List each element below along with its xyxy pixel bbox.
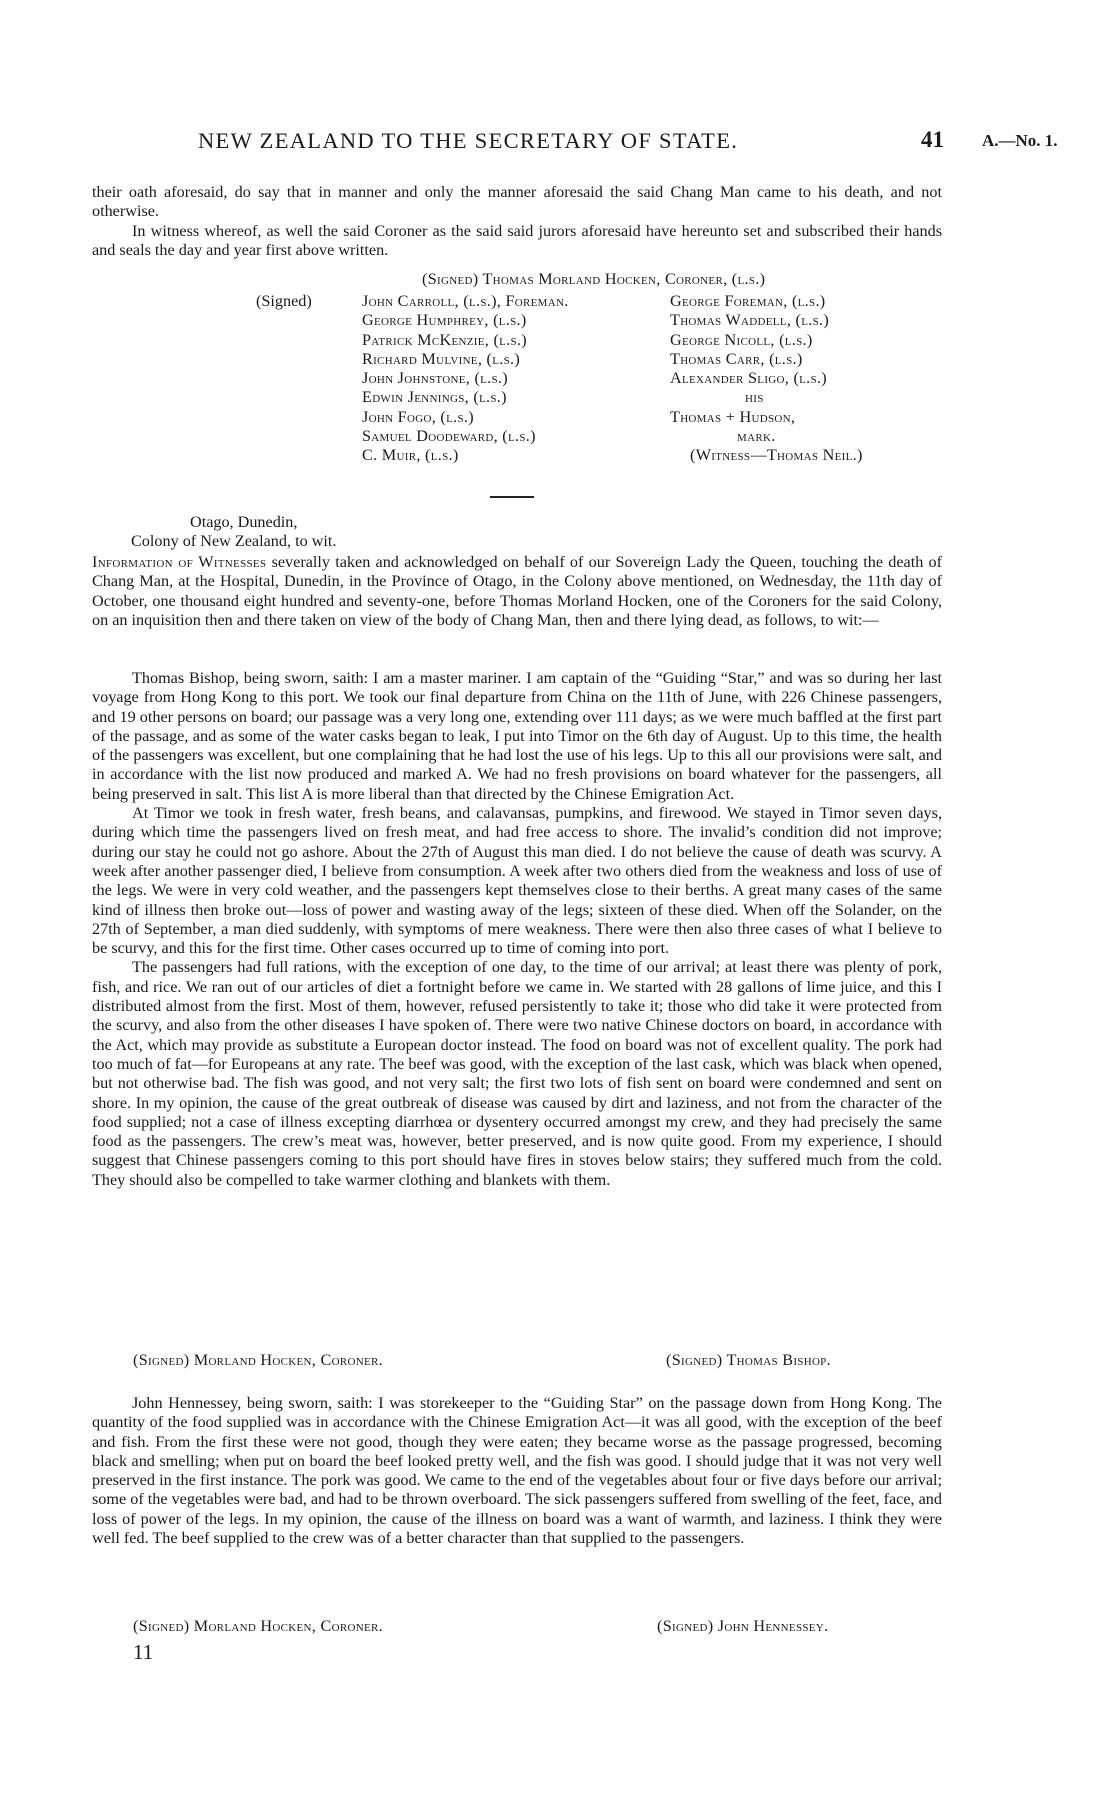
juror-name: Edwin Jennings, (l.s.): [362, 388, 507, 407]
juror-name: C. Muir, (l.s.): [362, 446, 459, 465]
hennessey-paragraph: John Hennessey, being sworn, saith: I was storekeeper to the “Guiding Star” on the passage down from Hong Kong. The quantity of the food supplied was in accordance with the Chinese Emigration Act—it was all good, with the exception of the beef and fish. From the first these were not good, though they were eaten; they became worse as the passage progressed, becoming black and smelling; when put on board the beef looked pretty well, and the fish was good. I should judge that it was not very well preserved in the first instance. The pork was good. We came to the end of the vegetables about four or five days before our arrival; some of the vegetables were bad, and had to be thrown overboard. The sick passengers suffered from swelling of the feet, face, and loss of power of the legs. In my opinion, the cause of the illness on board was a want of warmth, and laziness. I think they were well fed. The beef supplied to the crew was of a better character than that supplied to the passengers.: [92, 1394, 942, 1548]
juror-name: Thomas Carr, (l.s.): [670, 349, 803, 368]
witness-signature: (Signed) John Hennessey.: [657, 1617, 829, 1635]
signed-label: (Signed): [256, 292, 312, 310]
paper-reference: A.—No. 1.: [982, 131, 1058, 150]
juror-name: John Carroll, (l.s.), Foreman.: [362, 292, 569, 310]
coroner-signature: (Signed) Morland Hocken, Coroner.: [133, 1617, 383, 1635]
juror-name: Alexander Sligo, (l.s.): [670, 369, 827, 388]
witness-note: (Witness—Thomas Neil.): [690, 446, 863, 465]
juror-name: Thomas Waddell, (l.s.): [670, 311, 830, 330]
venue-line-1: Otago, Dunedin,: [190, 513, 298, 531]
juror-name: Samuel Doodeward, (l.s.): [362, 427, 536, 446]
venue-heading-2: [131, 532, 336, 551]
bishop-deposition: [92, 669, 942, 1190]
juror-name: George Foreman, (l.s.): [670, 292, 826, 310]
information-lead: Information of Witnesses: [92, 553, 267, 571]
page-title: NEW ZEALAND TO THE SECRETARY OF STATE.: [198, 128, 739, 153]
signature-mark: 11: [133, 1640, 154, 1664]
witness-signature: (Signed) Thomas Bishop.: [666, 1351, 831, 1369]
juror-name: John Johnstone, (l.s.): [362, 369, 508, 388]
juror-name: George Humphrey, (l.s.): [362, 311, 527, 330]
opening-paragraph: their oath aforesaid, do say that in manner and only the manner aforesaid the said Chang Man came to his death, and not otherwise.: [92, 183, 942, 221]
bishop-paragraph-2: At Timor we took in fresh water, fresh beans, and calavansas, pumpkins, and firewood. We stayed in Timor seven days, during which time the passengers lived on fresh meat, and had free access to shore. The invalid’s condition did not improve; during our stay he could not go ashore. About the 27th of August this man died. I do not believe the cause of death was scurvy. A week after another passenger died, I believe from consumption. A week after two others died from the weakness and loss of use of the legs. We were in very cold weather, and the passengers kept themselves close to their berths. A great many cases of the same kind of illness then broke out—loss of power and wasting away of the legs; sixteen of these died. When off the Solander, on the 27th of September, a man died suddenly, with symptoms of mere weakness. There were then also three cases of what I believe to be scurvy, and this for the first time. Other cases occurred up to time of coming into port.: [92, 804, 942, 958]
jurors-signed-label: [256, 292, 312, 311]
jurors-left-column: [362, 292, 569, 466]
hennessey-deposition: [92, 1394, 942, 1548]
juror-name: Patrick McKenzie, (l.s.): [362, 330, 527, 349]
section-divider: [490, 496, 534, 498]
coroner-signature: (Signed) Morland Hocken, Coroner.: [133, 1351, 383, 1369]
coroner-signature-line: [422, 270, 765, 289]
bishop-paragraph-1: Thomas Bishop, being sworn, saith: I am a master mariner. I am captain of the “Guiding “Star,” and was so during her last voyage from Hong Kong to this port. We took our final departure from China on the 11th of June, with 226 Chinese passengers, and 19 other persons on board; our passage was a very long one, extending over 111 days; as we were much baffled at the first part of the passage, and as some of the water casks began to leak, I put into Timor on the 6th day of August. Up to this time, the health of the passengers was excellent, but one complaining that he had lost the use of his legs. Up to this all our provisions were salt, and in accordance with the list now produced and marked A. We had no fresh provisions on board whatever for the passengers, all being preserved in salt. This list A is more liberal than that directed by the Chinese Emigration Act.: [92, 669, 942, 803]
juror-name: Richard Mulvine, (l.s.): [362, 349, 521, 368]
his-mark-label: his: [745, 388, 764, 407]
venue-heading: [190, 513, 297, 532]
juror-name: Thomas + Hudson,: [670, 407, 796, 426]
information-section: [92, 553, 942, 630]
opening-section: [92, 183, 942, 260]
page-number: 41: [921, 127, 944, 152]
jurors-right-column: [670, 292, 863, 466]
venue-line-2: Colony of New Zealand, to wit.: [131, 532, 337, 550]
information-text: severally taken and acknowledged on behalf of our Sovereign Lady the Queen, touching the death of Chang Man, at the Hospital, Dunedin, in the Province of Otago, in the Colony above mentioned, on Wednesday, the 11th day of October, one thousand eight hundred and seventy-one, before Thomas Morland Hocken, one of the Coroners for the said Colony, on an inquisition then and there taken on view of the body of Chang Man, then and there lying dead, as follows, to wit:—: [92, 553, 943, 629]
mark-label: mark.: [737, 427, 776, 446]
juror-name: John Fogo, (l.s.): [362, 407, 474, 426]
running-head: [0, 128, 1114, 160]
witness-paragraph: In witness whereof, as well the said Coroner as the said said jurors aforesaid have hereunto set and subscribed their hands and seals the day and year first above written.: [92, 221, 942, 259]
information-paragraph: [92, 553, 942, 630]
bishop-paragraph-3: The passengers had full rations, with the exception of one day, to the time of our arrival; at least there was plenty of pork, fish, and rice. We ran out of our articles of diet a fortnight before we came in. We started with 28 gallons of lime juice, and this I distributed almost from the first. Most of them, however, refused persistently to take it; those who did take it were protected from the scurvy, and also from the other diseases I have spoken of. There were two native Chinese doctors on board, in accordance with the Act, which may provide as substitute a European doctor instead. The food on board was not of excellent quality. The pork had too much of fat—for Europeans at any rate. The beef was good, with the exception of the last cask, which was black when opened, but not otherwise bad. The fish was good, and not very salt; the first two lots of fish sent on board were condemned and sent on shore. In my opinion, the cause of the great outbreak of disease was caused by dirt and laziness, and not from the character of the food supplied; not a case of illness excepting diarrhœa or dysentery occurred amongst my crew, and they had precisely the same food as the passengers. The crew’s meat was, however, better preserved, and is now quite good. From my experience, I should suggest that Chinese passengers coming to this port should have fires in stoves below stairs; they suffered much from the cold. They should also be compelled to take warmer clothing and blankets with them.: [92, 958, 942, 1189]
juror-name: George Nicoll, (l.s.): [670, 330, 813, 349]
coroner-signature: (Signed) Thomas Morland Hocken, Coroner, (l.s.): [422, 270, 766, 288]
